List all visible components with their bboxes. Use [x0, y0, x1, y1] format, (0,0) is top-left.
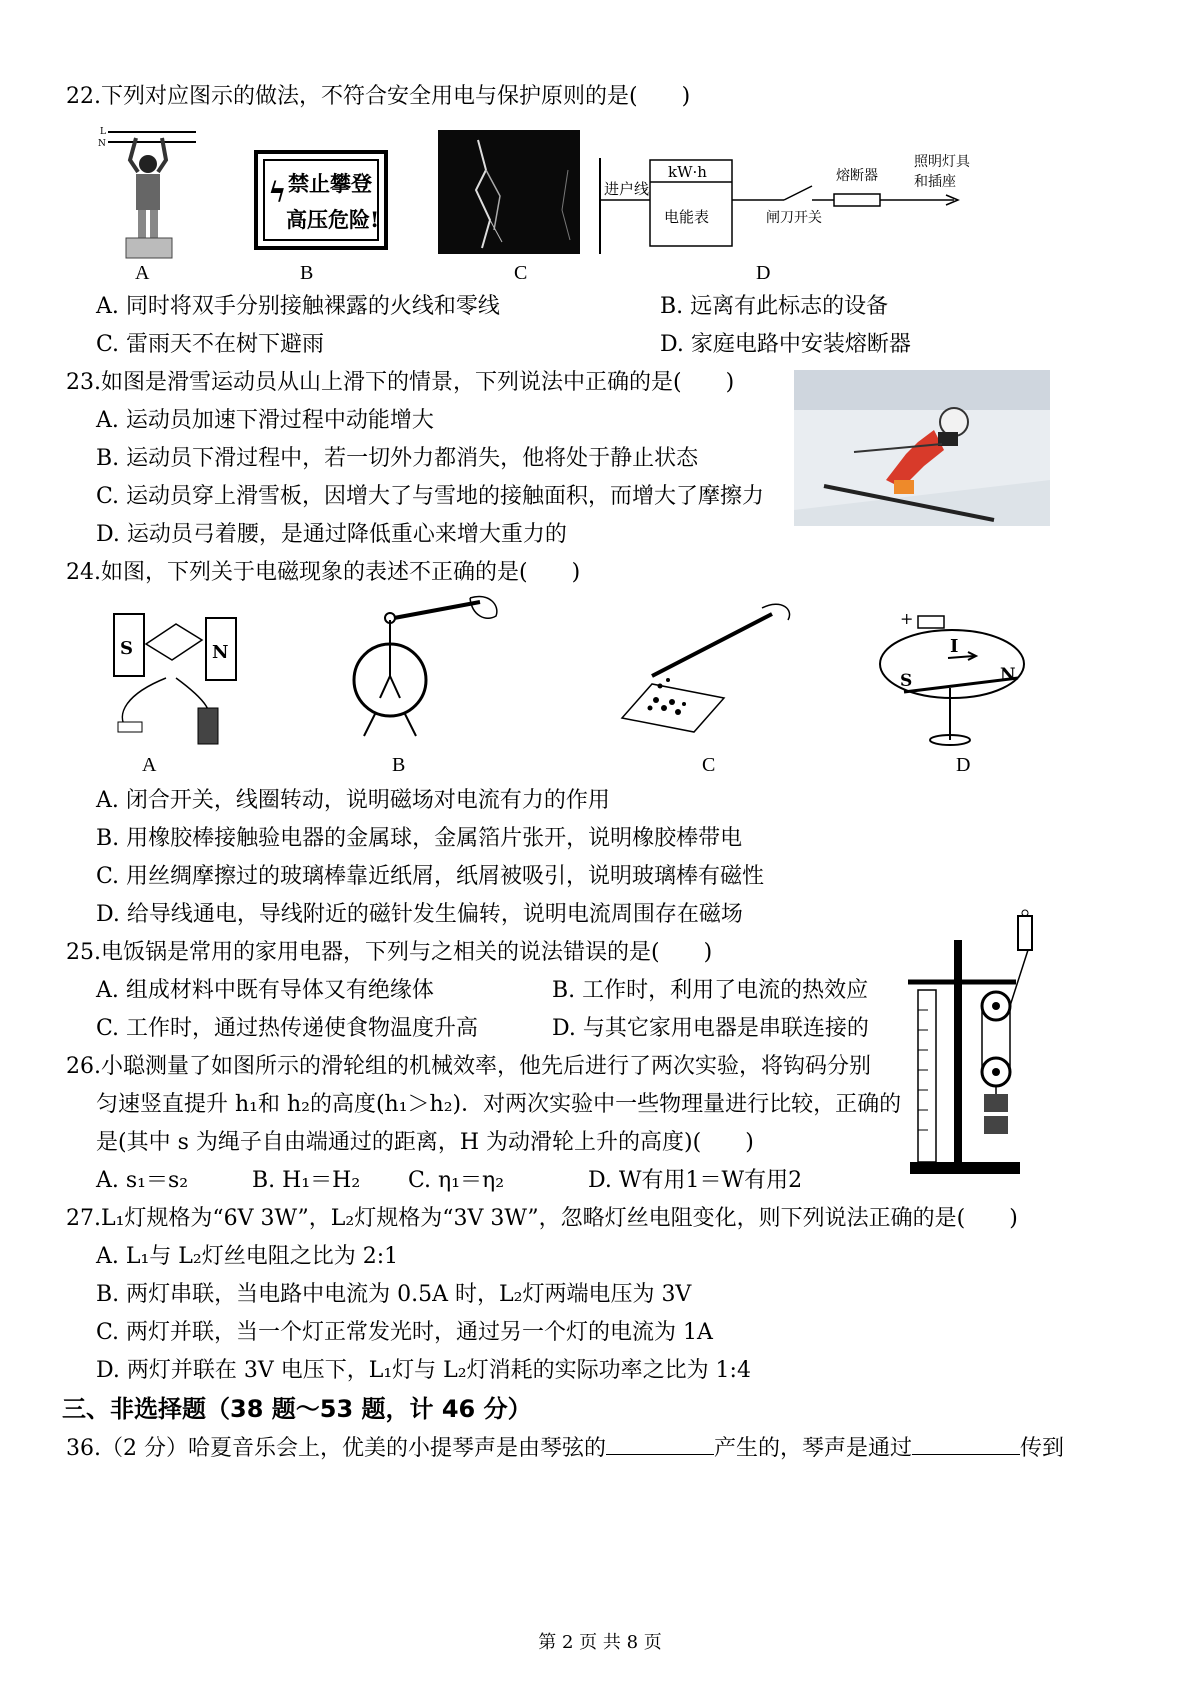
q22-label-b: B: [300, 262, 314, 284]
q25-option-d: D. 与其它家用电器是串联连接的: [552, 1016, 869, 1041]
pole-n: N: [212, 642, 229, 663]
q26-line-2: 匀速竖直提升 h₁和 h₂的高度(h₁＞h₂)．对两次实验中一些物理量进行比较，正确的: [96, 1092, 902, 1117]
q26-option-d: D. W有用1＝W有用2: [588, 1168, 803, 1193]
q36-blank-1[interactable]: [606, 1432, 714, 1455]
q25-option-a: A. 组成材料中既有导体又有绝缘体: [96, 978, 434, 1003]
q24-option-b: B. 用橡胶棒接触验电器的金属球，金属箔片张开，说明橡胶棒带电: [96, 826, 743, 851]
wire-label-n: N: [98, 139, 106, 149]
fuse-label: 熔断器: [836, 168, 878, 184]
page-footer: 第 2 页 共 8 页: [538, 1632, 662, 1653]
needle-s: S: [900, 671, 913, 691]
q24-figure-a: [106, 604, 246, 750]
q24-label-c: C: [702, 754, 716, 776]
q22-option-c: C. 雷雨天不在树下避雨: [96, 332, 325, 357]
output-label-2: 和插座: [914, 174, 956, 190]
meter-unit: kW·h: [668, 163, 707, 181]
q22-figure-a: [96, 124, 196, 260]
q26-option-a: A. s₁＝s₂: [96, 1168, 189, 1193]
sign-line-1: 禁止攀登: [288, 171, 372, 196]
needle-n: N: [1000, 665, 1016, 685]
q22-figure-c: [438, 130, 580, 254]
q25-option-b: B. 工作时，利用了电流的热效应: [552, 978, 869, 1003]
q27-stem: 27.L₁灯规格为“6V 3W”，L₂灯规格为“3V 3W”，忽略灯丝电阻变化，则下列说法正确的是( ): [66, 1206, 1018, 1231]
q23-option-b: B. 运动员下滑过程中，若一切外力都消失，他将处于静止状态: [96, 446, 699, 471]
q22-option-a: A. 同时将双手分别接触裸露的火线和零线: [96, 294, 500, 319]
q23-stem: 23.如图是滑雪运动员从山上滑下的情景，下列说法中正确的是( ): [66, 370, 735, 395]
pole-s: S: [120, 638, 133, 659]
wire-label-l: L: [100, 127, 106, 137]
q24-label-b: B: [392, 754, 406, 776]
q23-option-a: A. 运动员加速下滑过程中动能增大: [96, 408, 434, 433]
q24-figure-b: [350, 606, 510, 746]
q27-option-d: D. 两灯并联在 3V 电压下，L₁灯与 L₂灯消耗的实际功率之比为 1:4: [96, 1358, 751, 1383]
q22-option-d: D. 家庭电路中安装熔断器: [660, 332, 911, 357]
q36-line: [66, 1432, 1064, 1464]
q36-part-3: 传到: [1020, 1436, 1065, 1461]
switch-label: 闸刀开关: [766, 210, 822, 226]
q24-figure-d: [878, 600, 1038, 748]
q36-part-1: 36.（2 分）哈夏音乐会上，优美的小提琴声是由琴弦的: [66, 1436, 606, 1461]
q27-option-a: A. L₁与 L₂灯丝电阻之比为 2:1: [96, 1244, 399, 1269]
current-label: I: [950, 636, 959, 657]
q22-label-c: C: [514, 262, 528, 284]
q27-option-b: B. 两灯串联，当电路中电流为 0.5A 时，L₂灯两端电压为 3V: [96, 1282, 692, 1307]
q26-option-c: C. η₁＝η₂: [408, 1168, 505, 1193]
plus-icon: +: [900, 609, 914, 628]
q26-pulley-figure: [904, 910, 1044, 1178]
q22-figure-b: [254, 150, 388, 250]
lightning-icon: ϟ: [268, 176, 287, 209]
inlet-label: 进户线: [604, 180, 650, 198]
output-label-1: 照明灯具: [914, 154, 970, 170]
q23-option-c: C. 运动员穿上滑雪板，因增大了与雪地的接触面积，而增大了摩擦力: [96, 484, 765, 509]
q25-option-c: C. 工作时，通过热传递使食物温度升高: [96, 1016, 479, 1041]
q23-option-d: D. 运动员弓着腰，是通过降低重心来增大重力的: [96, 522, 567, 547]
q36-blank-2[interactable]: [912, 1432, 1020, 1455]
q26-line-3: 是(其中 s 为绳子自由端通过的距离，H 为动滑轮上升的高度)( ): [96, 1130, 754, 1155]
q22-figure-d: [598, 150, 978, 260]
q26-option-b: B. H₁＝H₂: [252, 1168, 361, 1193]
section-3-heading: 三、非选择题（38 题～53 题，计 46 分）: [62, 1395, 532, 1423]
q23-skier-photo: [794, 370, 1050, 526]
q24-option-c: C. 用丝绸摩擦过的玻璃棒靠近纸屑，纸屑被吸引，说明玻璃棒有磁性: [96, 864, 765, 889]
q27-option-c: C. 两灯并联，当一个灯正常发光时，通过另一个灯的电流为 1A: [96, 1320, 713, 1345]
q24-label-a: A: [142, 754, 157, 776]
q24-label-d: D: [956, 754, 971, 776]
sign-line-2: 高压危险!: [286, 207, 380, 232]
q22-option-b: B. 远离有此标志的设备: [660, 294, 889, 319]
q36-part-2: 产生的，琴声是通过: [713, 1436, 912, 1461]
q22-label-a: A: [135, 262, 150, 284]
q24-stem: 24.如图，下列关于电磁现象的表述不正确的是( ): [66, 560, 581, 585]
q25-stem: 25.电饭锅是常用的家用电器，下列与之相关的说法错误的是( ): [66, 940, 713, 965]
q26-line-1: 26.小聪测量了如图所示的滑轮组的机械效率，他先后进行了两次实验，将钩码分别: [66, 1054, 871, 1079]
q24-option-d: D. 给导线通电，导线附近的磁针发生偏转，说明电流周围存在磁场: [96, 902, 743, 927]
q24-figure-c: [612, 604, 792, 734]
q24-option-a: A. 闭合开关，线圈转动，说明磁场对电流有力的作用: [96, 788, 610, 813]
q22-label-d: D: [756, 262, 771, 284]
q22-stem: 22.下列对应图示的做法，不符合安全用电与保护原则的是( ): [66, 84, 691, 109]
meter-label: 电能表: [664, 208, 710, 226]
